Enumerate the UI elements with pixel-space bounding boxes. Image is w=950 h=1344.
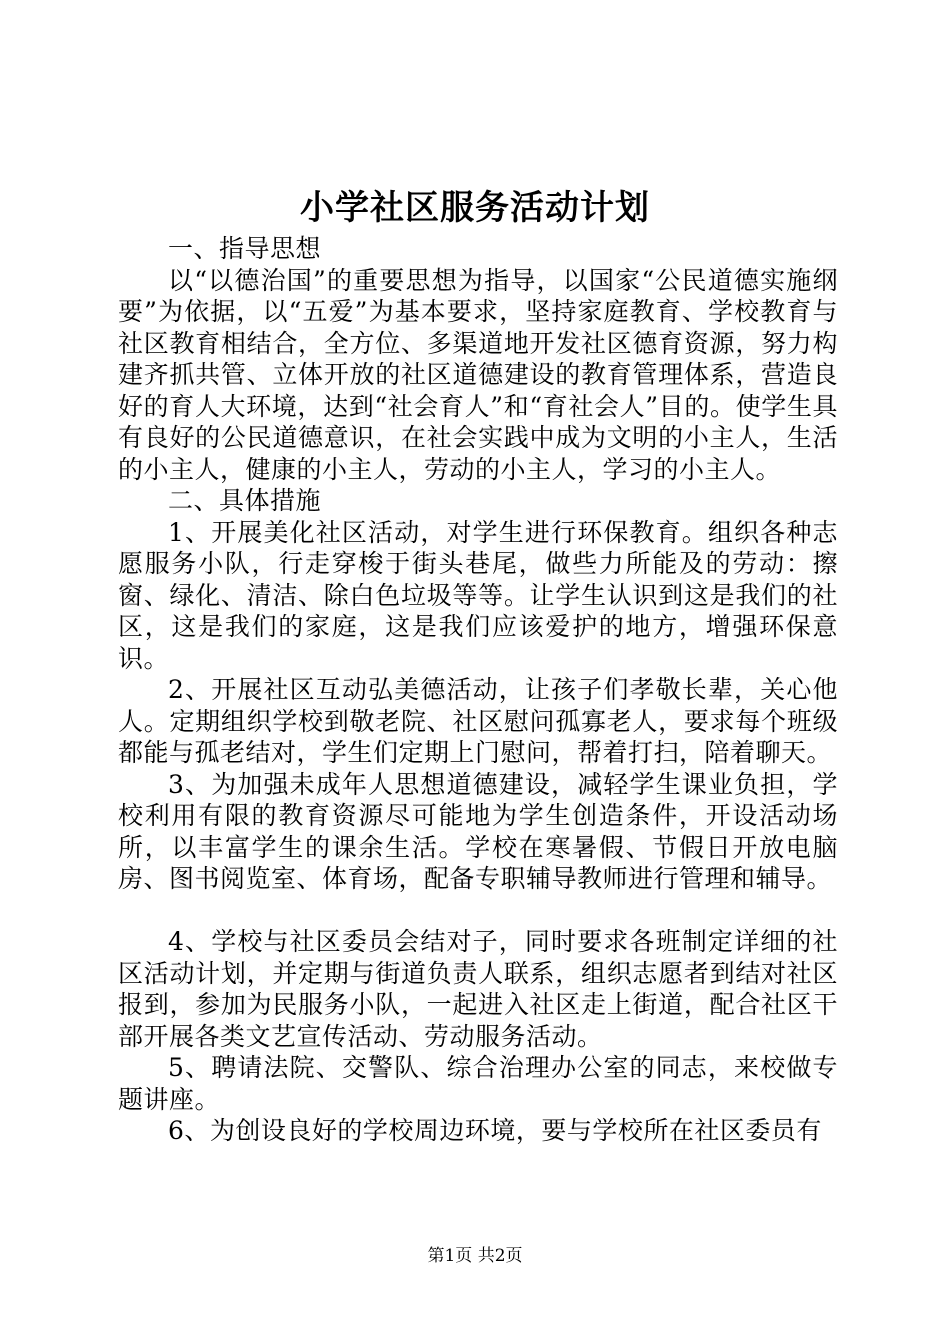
paragraph-measure-5: 5、聘请法院、交警队、综合治理办公室的同志，来校做专题讲座。 xyxy=(118,1053,838,1114)
paragraph-measure-3: 3、为加强未成年人思想道德建设，减轻学生课业负担，学校利用有限的教育资源尽可能地为学生创造条件，开设活动场所，以丰富学生的课余生活。学校在寒暑假、节假日开放电脑房、图书阅览室、体育场，配备专职辅导教师进行管理和辅导。 xyxy=(118,769,838,893)
paragraph-measure-4: 4、学校与社区委员会结对子，同时要求各班制定详细的社区活动计划，并定期与街道负责人联系，组织志愿者到结对社区报到，参加为民服务小队，一起进入社区走上街道，配合社区干部开展各类文艺宣传活动、劳动服务活动。 xyxy=(118,927,838,1051)
document-body xyxy=(118,233,838,1147)
paragraph-measure-1: 1、开展美化社区活动，对学生进行环保教育。组织各种志愿服务小队，行走穿梭于街头巷尾，做些力所能及的劳动：擦窗、绿化、清洁、除白色垃圾等等。让学生认识到这是我们的社区，这是我们的家庭，这是我们应该爱护的地方，增强环保意识。 xyxy=(118,517,838,673)
paragraph-measure-6: 6、为创设良好的学校周边环境，要与学校所在社区委员有 xyxy=(168,1116,822,1145)
paragraph-measure-2: 2、开展社区互动弘美德活动，让孩子们孝敬长辈，关心他人。定期组织学校到敬老院、社区慰问孤寡老人，要求每个班级都能与孤老结对，学生们定期上门慰问，帮着打扫，陪着聊天。 xyxy=(118,675,838,767)
section-heading-specific-measures: 二、具体措施 xyxy=(168,486,322,515)
section-heading-guiding-ideology: 一、指导思想 xyxy=(168,234,322,263)
paragraph-guiding-ideology: 以“以德治国”的重要思想为指导，以国家“公民道德实施纲要”为依据，以“五爱”为基本要求，坚持家庭教育、学校教育与社区教育相结合，全方位、多渠道地开发社区德育资源，努力构建齐抓共管、立体开放的社区道德建设的教育管理体系，营造良好的育人大环境，达到“社会育人”和“育社会人”目的。使学生具有良好的公民道德意识，在社会实践中成为文明的小主人，生活的小主人，健康的小主人，劳动的小主人，学习的小主人。 xyxy=(118,265,838,484)
document-title: 小学社区服务活动计划 xyxy=(300,188,650,228)
page-footer: 第1页 共2页 xyxy=(427,1246,523,1266)
